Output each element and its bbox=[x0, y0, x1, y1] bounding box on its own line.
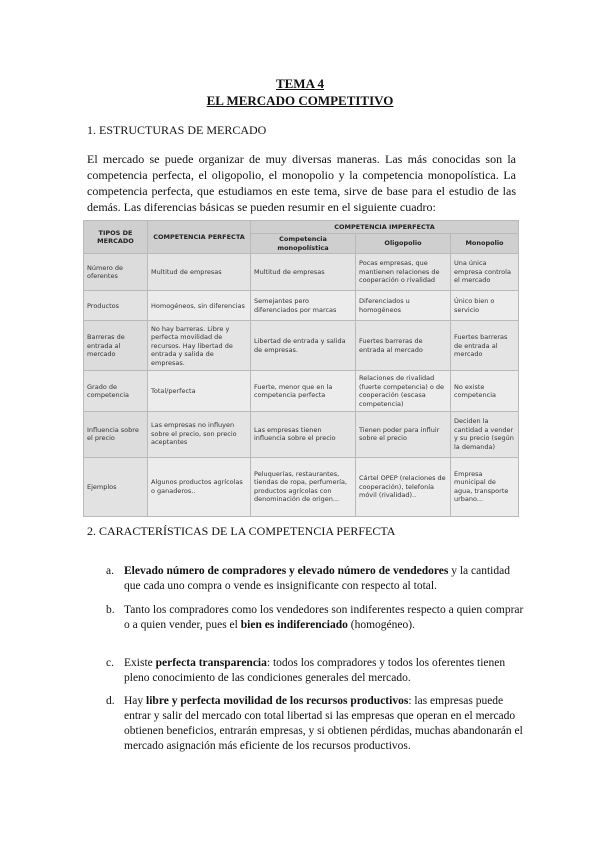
table-cell: Pocas empresas, que mantienen relaciones de cooperación o rivalidad bbox=[356, 254, 451, 291]
table-cell: Semejantes pero diferenciados por marcas bbox=[251, 291, 356, 321]
table-cell: Único bien o servicio bbox=[451, 291, 519, 321]
item-bold-text: perfecta transparencia bbox=[155, 657, 267, 669]
table-cell: Las empresas no influyen sobre el precio, son precio aceptantes bbox=[148, 411, 251, 457]
table-row bbox=[84, 291, 519, 321]
doc-subtitle: EL MERCADO COMPETITIVO bbox=[206, 93, 394, 108]
characteristic-item-a bbox=[106, 564, 524, 594]
table-cell: Total/perfecta bbox=[148, 371, 251, 411]
item-label: a. bbox=[106, 565, 114, 577]
item-text: Existe bbox=[124, 657, 156, 669]
item-bold-text: Elevado número de compradores y elevado número de vendedores bbox=[124, 565, 449, 577]
item-label: b. bbox=[106, 604, 115, 616]
item-text: (homogéneo). bbox=[347, 619, 415, 631]
header-tipos: TIPOS DE MERCADO bbox=[84, 221, 148, 254]
row-label: Número de oferentes bbox=[84, 254, 148, 291]
item-label: c. bbox=[106, 657, 114, 669]
header-perfecta: COMPETENCIA PERFECTA bbox=[148, 221, 251, 254]
table-cell: Multitud de empresas bbox=[148, 254, 251, 291]
item-bold-text: bien es indiferenciado bbox=[240, 619, 348, 631]
section-heading-1: 1. ESTRUCTURAS DE MERCADO bbox=[87, 123, 267, 137]
header-oligopolio: Oligopolio bbox=[356, 234, 451, 254]
characteristic-item-d bbox=[106, 694, 524, 754]
table-cell: Fuerte, menor que en la competencia perfecta bbox=[251, 371, 356, 411]
table-cell: Fuertes barreras de entrada al mercado bbox=[451, 321, 519, 371]
item-text: y la cantidad que cada uno compra o vende es insignificante con respecto al total. bbox=[124, 565, 510, 592]
table-cell: Cártel OPEP (relaciones de cooperación), telefonía móvil (rivalidad).. bbox=[356, 457, 451, 516]
table-row bbox=[84, 411, 519, 457]
table-cell: Peluquerías, restaurantes, tiendas de ropa, perfumería, productos agrícolas con denominación de origen... bbox=[251, 457, 356, 516]
table-cell: Una única empresa controla el mercado bbox=[451, 254, 519, 291]
row-label: Ejemplos bbox=[84, 457, 148, 516]
table-cell: No existe competencia bbox=[451, 371, 519, 411]
table-cell: Algunos productos agrícolas o ganaderos.. bbox=[148, 457, 251, 516]
item-label: d. bbox=[106, 695, 115, 707]
table-row bbox=[84, 254, 519, 291]
item-bold-text: libre y perfecta movilidad de los recursos productivos bbox=[146, 695, 409, 707]
table-cell: Fuertes barreras de entrada al mercado bbox=[356, 321, 451, 371]
table-cell: Empresa municipal de agua, transporte urbano... bbox=[451, 457, 519, 516]
table-row bbox=[84, 457, 519, 516]
table-cell: Homogéneos, sin diferencias bbox=[148, 291, 251, 321]
table-row bbox=[84, 371, 519, 411]
item-text: : las empresas puede entrar y salir del mercado con total libertad si las empresas que operan en el mercado obtienen beneficios, entrarán empresas, y si obtienen pérdidas, muchas abandonarán el mercado asignación más eficiente de los recursos productivos. bbox=[124, 695, 523, 752]
table-cell: Deciden la cantidad a vender y su precio (según la demanda) bbox=[451, 411, 519, 457]
section-heading-2: 2. CARACTERÍSTICAS DE LA COMPETENCIA PERFECTA bbox=[87, 524, 396, 538]
header-imperfecta: COMPETENCIA IMPERFECTA bbox=[251, 221, 519, 234]
characteristic-item-c bbox=[106, 656, 524, 686]
table-cell: Multitud de empresas bbox=[251, 254, 356, 291]
row-label: Influencia sobre el precio bbox=[84, 411, 148, 457]
item-text: Hay bbox=[124, 695, 147, 707]
item-text: : todos los compradores y todos los oferentes tienen pleno conocimiento de las condiciones generales del mercado. bbox=[124, 657, 506, 684]
table-cell: Tienen poder para influir sobre el precio bbox=[356, 411, 451, 457]
table-cell: No hay barreras. Libre y perfecta movilidad de recursos. Hay libertad de entrada y salida de empresas. bbox=[148, 321, 251, 371]
item-text: Tanto los compradores como los vendedores son indiferentes respecto a quien comprar o a quien vender, pues el bbox=[124, 604, 524, 631]
intro-paragraph bbox=[87, 151, 516, 215]
table-cell: Libertad de entrada y salida de empresas. bbox=[251, 321, 356, 371]
row-label: Barreras de entrada al mercado bbox=[84, 321, 148, 371]
header-monopolio: Monopolio bbox=[451, 234, 519, 254]
header-monopolistica: Competencia monopolística bbox=[251, 234, 356, 254]
row-label: Grado de competencia bbox=[84, 371, 148, 411]
doc-title: TEMA 4 bbox=[275, 76, 325, 91]
table-cell: Las empresas tienen influencia sobre el precio bbox=[251, 411, 356, 457]
row-label: Productos bbox=[84, 291, 148, 321]
market-types-table bbox=[83, 220, 519, 517]
intro-text: El mercado se puede organizar de muy diversas maneras. Las más conocidas son la competencia perfecta, el oligopolio, el monopolio y la competencia monopolística. La competencia perfecta, que estudiamos en este tema, sirve de base para el estudio de las demás. Las diferencias básicas se pueden resumir en el siguiente cuadro: bbox=[87, 152, 516, 214]
table-cell: Relaciones de rivalidad (fuerte competencia) o de cooperación (escasa competencia) bbox=[356, 371, 451, 411]
table-row bbox=[84, 321, 519, 371]
table-cell: Diferenciados u homogéneos bbox=[356, 291, 451, 321]
characteristic-item-b bbox=[106, 603, 524, 633]
